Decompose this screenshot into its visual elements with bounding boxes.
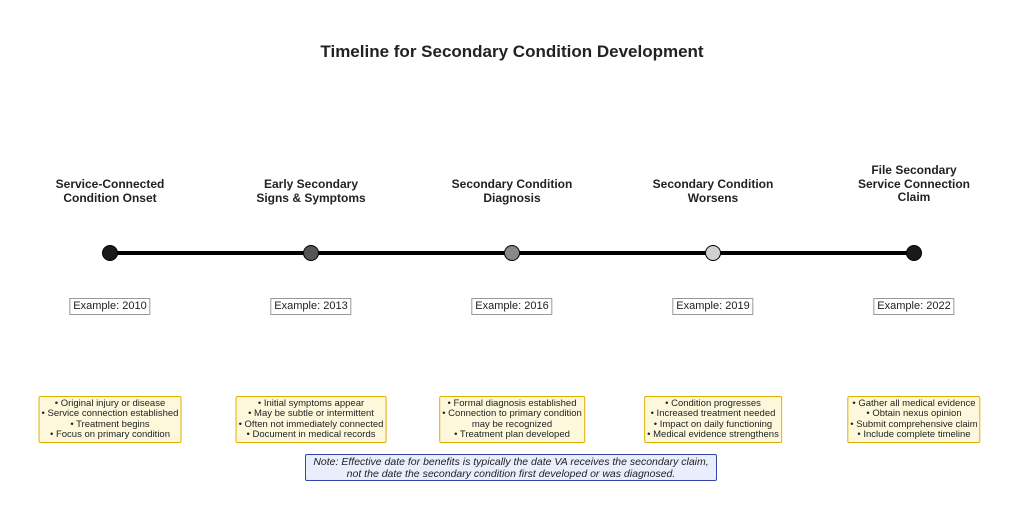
- detail-item: • Medical evidence strengthens: [647, 428, 779, 440]
- detail-box: [39, 396, 182, 443]
- timeline-dot: [705, 245, 721, 261]
- detail-item: • Include complete timeline: [857, 428, 971, 440]
- stage-secondary-diagnosis: [422, 0, 602, 506]
- diagram-title: Timeline for Secondary Condition Development: [320, 42, 704, 61]
- stage-secondary-worsens: [623, 0, 803, 506]
- timeline-dot: [102, 245, 118, 261]
- stage-title-line: File Secondary: [871, 163, 957, 177]
- stage-title-line: Worsens: [687, 190, 739, 205]
- stage-title-line: Signs & Symptoms: [256, 190, 366, 205]
- stage-title-line: Service Connection: [857, 176, 971, 191]
- detail-box: [439, 396, 585, 443]
- stage-service-connected-onset: [20, 0, 200, 506]
- detail-item: may be recognized: [471, 418, 553, 430]
- detail-item: • Condition progresses: [665, 398, 761, 409]
- stage-title-line: Early Secondary: [263, 177, 359, 191]
- stage-title-line: Service-Connected: [55, 177, 165, 191]
- example-year-label: Example: 2013: [270, 298, 351, 315]
- detail-item: • Focus on primary condition: [49, 428, 171, 440]
- detail-box: [236, 396, 387, 443]
- detail-item: • Formal diagnosis established: [447, 398, 577, 409]
- detail-item: • Treatment plan developed: [454, 428, 570, 440]
- example-year-label: Example: 2010: [69, 298, 150, 315]
- stage-title-line: Condition Onset: [63, 190, 157, 205]
- detail-item: • Obtain nexus opinion: [866, 408, 962, 420]
- example-year-label: Example: 2019: [672, 298, 753, 315]
- stage-title-line: Claim: [897, 190, 931, 204]
- detail-box: [644, 396, 782, 443]
- stage-file-secondary-claim: [824, 0, 1004, 506]
- detail-item: • May be subtle or intermittent: [248, 408, 374, 420]
- stage-title-line: Diagnosis: [483, 190, 541, 205]
- stage-title: [422, 178, 602, 205]
- detail-item: • Impact on daily functioning: [653, 418, 773, 430]
- stage-title: [221, 178, 401, 205]
- stage-title-line: Secondary Condition: [451, 177, 573, 191]
- example-year-label: Example: 2016: [471, 298, 552, 315]
- detail-box: [847, 396, 980, 443]
- detail-item: • Document in medical records: [246, 428, 376, 440]
- detail-item: • Initial symptoms appear: [257, 398, 365, 409]
- detail-item: • Service connection established: [41, 408, 179, 420]
- detail-item: • Treatment begins: [70, 418, 150, 430]
- note-line: Note: Effective date for benefits is typically the date VA receives the secondary claim,: [313, 456, 709, 468]
- timeline-dot: [504, 245, 520, 261]
- detail-item: • Often not immediately connected: [238, 418, 384, 430]
- detail-item: • Connection to primary condition: [442, 408, 582, 420]
- stage-title: [20, 178, 200, 205]
- timeline-dot: [906, 245, 922, 261]
- stage-title: [824, 164, 1004, 205]
- example-year-label: Example: 2022: [873, 298, 954, 315]
- detail-item: • Submit comprehensive claim: [850, 418, 978, 430]
- stage-early-secondary-signs: [221, 0, 401, 506]
- effective-date-note: [305, 454, 717, 481]
- timeline-dot: [303, 245, 319, 261]
- note-line: not the date the secondary condition first developed or was diagnosed.: [346, 467, 676, 480]
- detail-item: • Increased treatment needed: [650, 408, 776, 420]
- stage-title: [623, 178, 803, 205]
- detail-item: • Original injury or disease: [54, 398, 166, 409]
- detail-item: • Gather all medical evidence: [852, 398, 976, 409]
- stage-title-line: Secondary Condition: [652, 177, 774, 191]
